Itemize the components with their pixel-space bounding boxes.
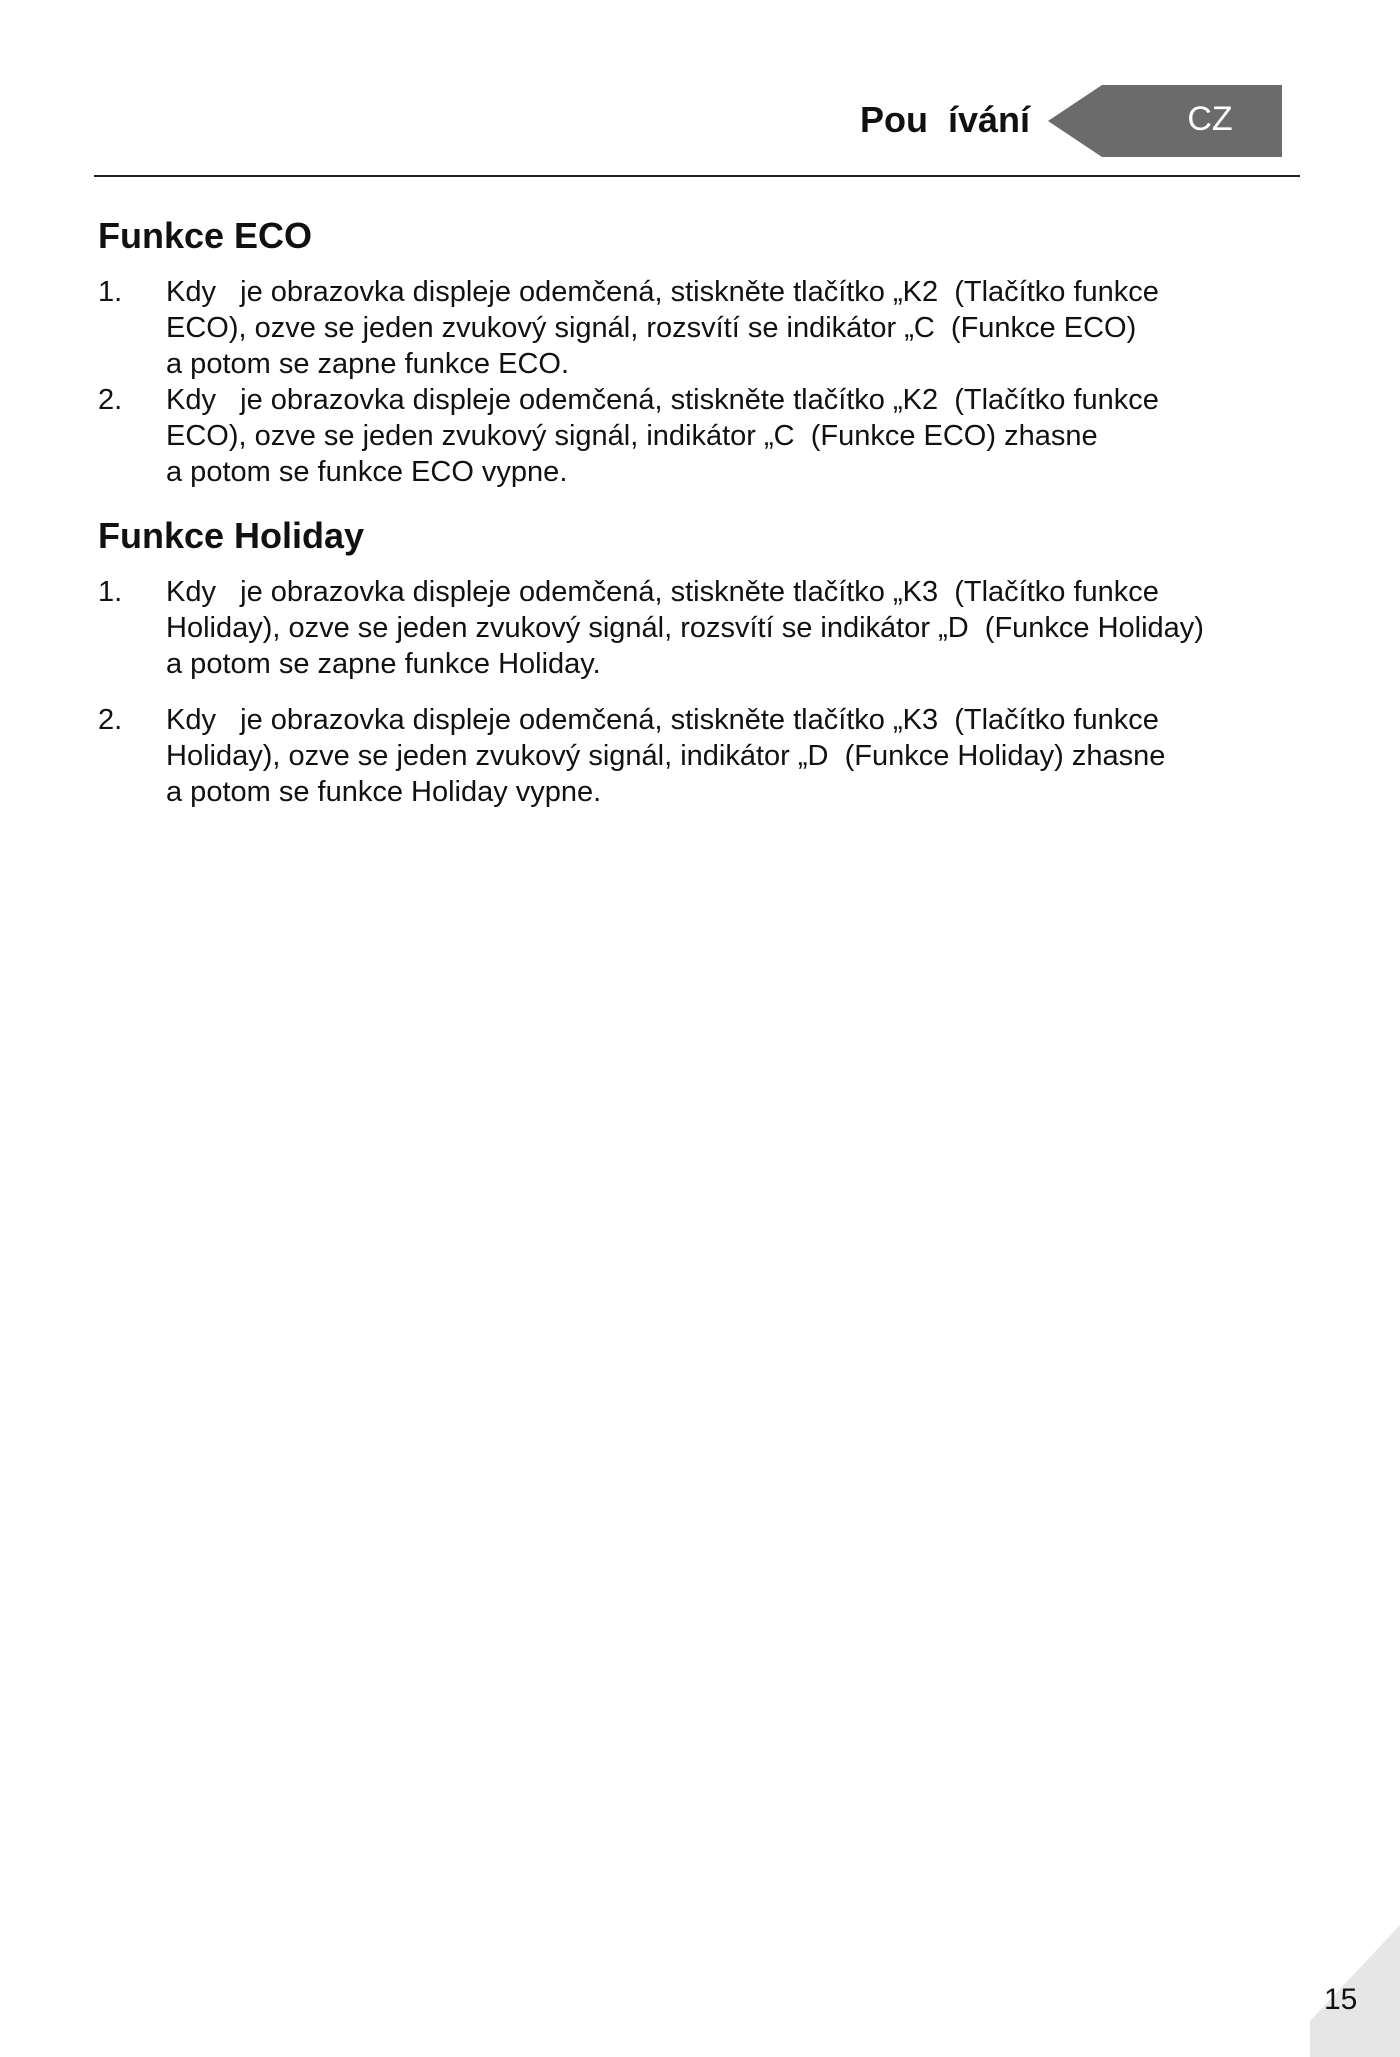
step-line: a potom se zapne funkce Holiday. [166,648,601,680]
page-number: 15 [1324,1983,1358,2016]
step-number: 1. [98,576,123,608]
step-line: a potom se zapne funkce ECO. [166,348,569,380]
list-item [98,702,1298,810]
step-number: 2. [98,704,123,736]
header-title: Pou ívání [859,99,1030,140]
step-text [166,702,1298,810]
list-item [98,574,1298,682]
step-line: Kdy je obrazovka displeje odemčená, stiskněte tlačítko „K3 (Tlačítko funkce [166,576,1159,608]
step-number: 1. [98,276,123,308]
step-line: a potom se funkce ECO vypne. [166,456,568,488]
steps-list-holiday [98,574,1298,810]
step-line: a potom se funkce Holiday vypne. [166,776,602,808]
page-content [98,214,1298,810]
list-item [98,274,1298,382]
section-holiday [98,514,1298,810]
page-header [0,0,1400,180]
section-eco [98,214,1298,490]
language-code: CZ [1187,100,1233,138]
header-divider [94,175,1300,177]
step-line: Kdy je obrazovka displeje odemčená, stiskněte tlačítko „K2 (Tlačítko funkce [166,384,1159,416]
section-title-eco: Funkce ECO [98,215,313,256]
steps-list-eco [98,274,1298,490]
language-tab [1048,85,1282,157]
list-item [98,382,1298,490]
step-line: Kdy je obrazovka displeje odemčená, stiskněte tlačítko „K2 (Tlačítko funkce [166,276,1159,308]
step-text [166,382,1298,490]
step-line: ECO), ozve se jeden zvukový signál, rozsvítí se indikátor „C (Funkce ECO) [166,312,1137,344]
step-line: Kdy je obrazovka displeje odemčená, stiskněte tlačítko „K3 (Tlačítko funkce [166,704,1159,736]
step-line: ECO), ozve se jeden zvukový signál, indikátor „C (Funkce ECO) zhasne [166,420,1098,452]
step-text [166,574,1298,682]
step-text [166,274,1298,382]
section-title-holiday: Funkce Holiday [98,515,365,556]
step-line: Holiday), ozve se jeden zvukový signál, indikátor „D (Funkce Holiday) zhasne [166,740,1166,772]
step-number: 2. [98,384,123,416]
step-line: Holiday), ozve se jeden zvukový signál, rozsvítí se indikátor „D (Funkce Holiday) [166,612,1204,644]
